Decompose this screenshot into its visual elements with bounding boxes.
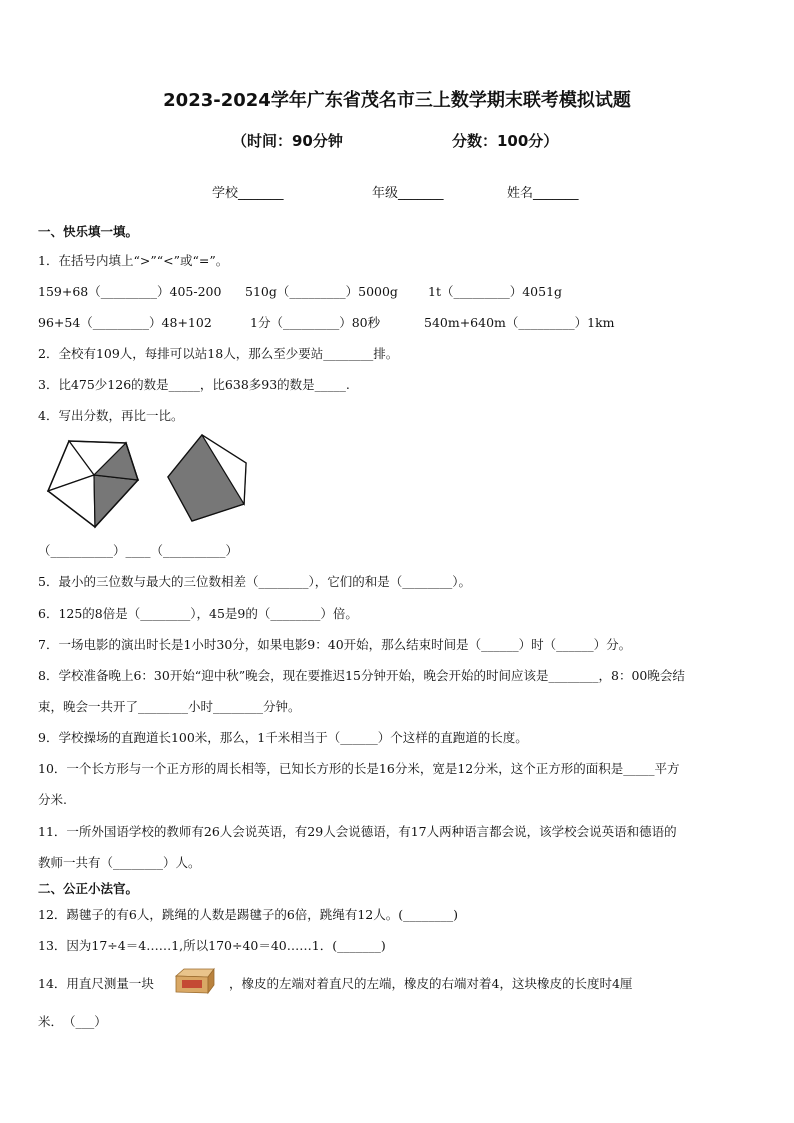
exam-score: 分数：100分）: [452, 132, 559, 150]
section-heading-2: 二、公正小法官。: [38, 881, 139, 896]
question-11: 11．一所外国语学校的教师有26人会说英语，有29人会说德语，有17人两种语言都会说，该学校会说英语和德语的: [38, 824, 677, 839]
question-14: 14．用直尺测量一块: [38, 976, 154, 991]
q1-item: 159+68（_________）405-200: [38, 284, 222, 299]
question-3: 3．比475少126的数是_____，比638多93的数是_____.: [38, 377, 350, 392]
eraser-image: [174, 967, 216, 995]
q1-item: 96+54（_________）48+102: [38, 315, 212, 330]
question-12: 12．踢毽子的有6人，跳绳的人数是踢毽子的6倍，跳绳有12人。(________): [38, 907, 458, 922]
pentagon-right: [168, 435, 246, 521]
page-title: 2023-2024学年广东省茂名市三上数学期末联考模拟试题: [163, 90, 631, 111]
section-heading-1: 一、快乐填一填。: [38, 224, 139, 239]
q1-item: 1分（_________）80秒: [250, 315, 381, 330]
question-10-cont: 分米.: [38, 792, 67, 807]
question-10: 10．一个长方形与一个正方形的周长相等，已知长方形的长是16分米，宽是12分米，这个正方形的面积是_____平方: [38, 761, 680, 776]
q1-item: 1t（_________）4051g: [428, 284, 563, 299]
pentagon-left: [48, 441, 138, 527]
name-field: 姓名_______: [507, 186, 579, 201]
question-11-cont: 教师一共有（________）人。: [38, 855, 201, 870]
question-8: 8．学校准备晚上6：30开始“迎中秋”晚会，现在要推迟15分钟开始，晚会开始的时间应该是________，8：00晚会结: [38, 668, 685, 683]
question-2: 2．全校有109人，每排可以站18人，那么至少要站________排。: [38, 346, 399, 361]
question-6: 6．125的8倍是（________），45是9的（________）倍。: [38, 606, 358, 621]
question-8-cont: 束，晚会一共开了________小时________分钟。: [38, 699, 301, 714]
question-13: 13．因为17÷4＝4……1,所以170÷40＝40……1．(_______): [38, 938, 386, 953]
question-14-text: ，橡皮的左端对着直尺的左端，橡皮的右端对着4，这块橡皮的长度时4厘: [229, 976, 633, 991]
question-1: 1．在括号内填上“>”“<”或“=”。: [38, 253, 229, 268]
question-14-cont: 米． （___）: [38, 1014, 107, 1029]
pentagon-figures: [40, 432, 260, 532]
q4-answer: （__________）____（__________）: [38, 543, 239, 558]
question-9: 9．学校操场的直跑道长100米，那么，1千米相当于（______）个这样的直跑道的长度。: [38, 730, 528, 745]
question-7: 7．一场电影的演出时长是1小时30分，如果电影9：40开始，那么结束时间是（______）时（______）分。: [38, 637, 632, 652]
question-5: 5．最小的三位数与最大的三位数相差（________），它们的和是（________）。: [38, 574, 471, 589]
q1-item: 540m+640m（_________）1km: [424, 315, 615, 330]
question-4: 4．写出分数，再比一比。: [38, 408, 184, 423]
school-field: 学校_______: [212, 186, 284, 201]
exam-time: （时间：90分钟: [232, 132, 343, 150]
grade-field: 年级_______: [372, 186, 444, 201]
q1-item: 510g（_________）5000g: [245, 284, 398, 299]
